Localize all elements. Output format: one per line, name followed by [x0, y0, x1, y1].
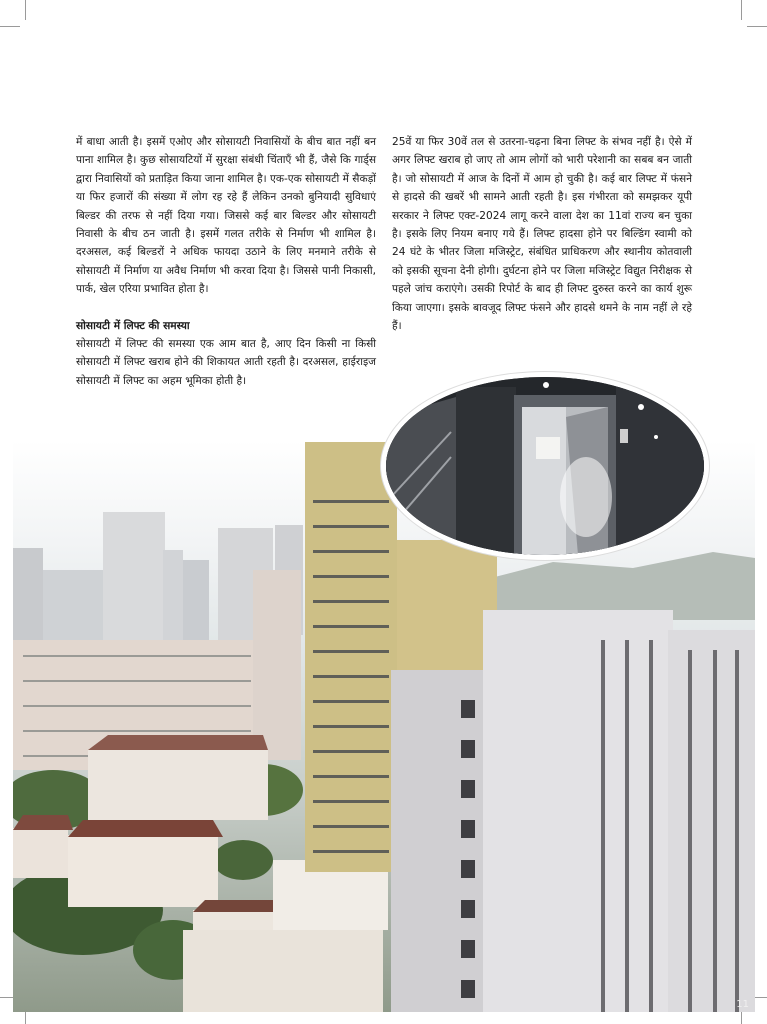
page-number: 11 [736, 999, 749, 1010]
article-paragraph: 25वें या फिर 30वें तल से उतरना-चढ़ना बिना लिफ्ट के संभव नहीं है। ऐसे में अगर लिफ्ट खराब हो जाए तो आम लोगों को भारी परेशानी का सबब बन जाती है। जो सोसायटी में आज के दिनों में आम हो चुकी है। कई बार लिफ्ट में फंसने से हादसे की खबरें भी सामने आती रहती है। इस गंभीरता को समझकर यूपी सरकार ने लिफ्ट एक्ट-2024 लागू करने वाला देश का 11वां राज्य बन चुका है। इसके लिए नियम बनाए गये हैं। लिफ्ट हादसा होने पर बिल्डिंग स्वामी को 24 घंटे के भीतर जिला मजिस्ट्रेट, संबंधित प्राधिकरण और स्थानीय कोतवाली को इसकी सूचना देनी होगी। दुर्घटना होने पर जिला मजिस्ट्रेट विद्युत निरीक्षक से पहले जांच कराएंगे। उसकी रिपोर्ट के बाद ही लिफ्ट दुरुस्त करने का कार्य शुरू किया जाएगा। इसके बावजूद लिफ्ट फंसने और हादसे थमने के नाम नहीं ले रहे हैं। [392, 136, 692, 333]
crop-mark [741, 0, 742, 20]
section-subheading: सोसायटी में लिफ्ट की समस्या [76, 319, 190, 332]
crop-mark [747, 26, 767, 27]
lift-inset-photo [381, 372, 709, 560]
crop-mark [0, 26, 20, 27]
crop-mark [25, 0, 26, 20]
article-paragraph: सोसायटी में लिफ्ट की समस्या एक आम बात है, आए दिन किसी ना किसी सोसायटी में लिफ्ट खराब होने की शिकायत आती रहती है। दरअसल, हाईराइज सोसायटी में लिफ्ट का अहम भूमिका होती है। [76, 338, 376, 387]
article-right-column [392, 133, 692, 335]
lift-illustration [386, 377, 704, 555]
article-paragraph: में बाधा आती है। इसमें एओए और सोसायटी निवासियों के बीच बात नहीं बन पाना शामिल है। कुछ सोसायटियों में सुरक्षा संबंधी चिंताएँ भी हैं, जैसे कि गार्ड्स द्वारा निवासियों को प्रताड़ित किया जाना शामिल है। एक-एक सोसायटी में सैकड़ों या फिर हजारों की संख्या में लोग रह रहे हैं लेकिन उनको बुनियादी सुविधाएं बिल्डर की तरफ से नहीं दिया गया। जिससे कई बार बिल्डर और सोसायटी निवासी के बीच ठन जाती है। इसमें गलत तरीके से निर्माण भी शामिल है। दरअसल, कई बिल्डरों ने अधिक फायदा उठाने के लिए मनमाने तरीके से सोसायटी में निर्माण या अवैध निर्माण भी करवा दिया है। जिससे पानी निकासी, पार्क, खेल एरिया प्रभावित होता है। [76, 136, 376, 296]
article-left-column [76, 133, 376, 390]
